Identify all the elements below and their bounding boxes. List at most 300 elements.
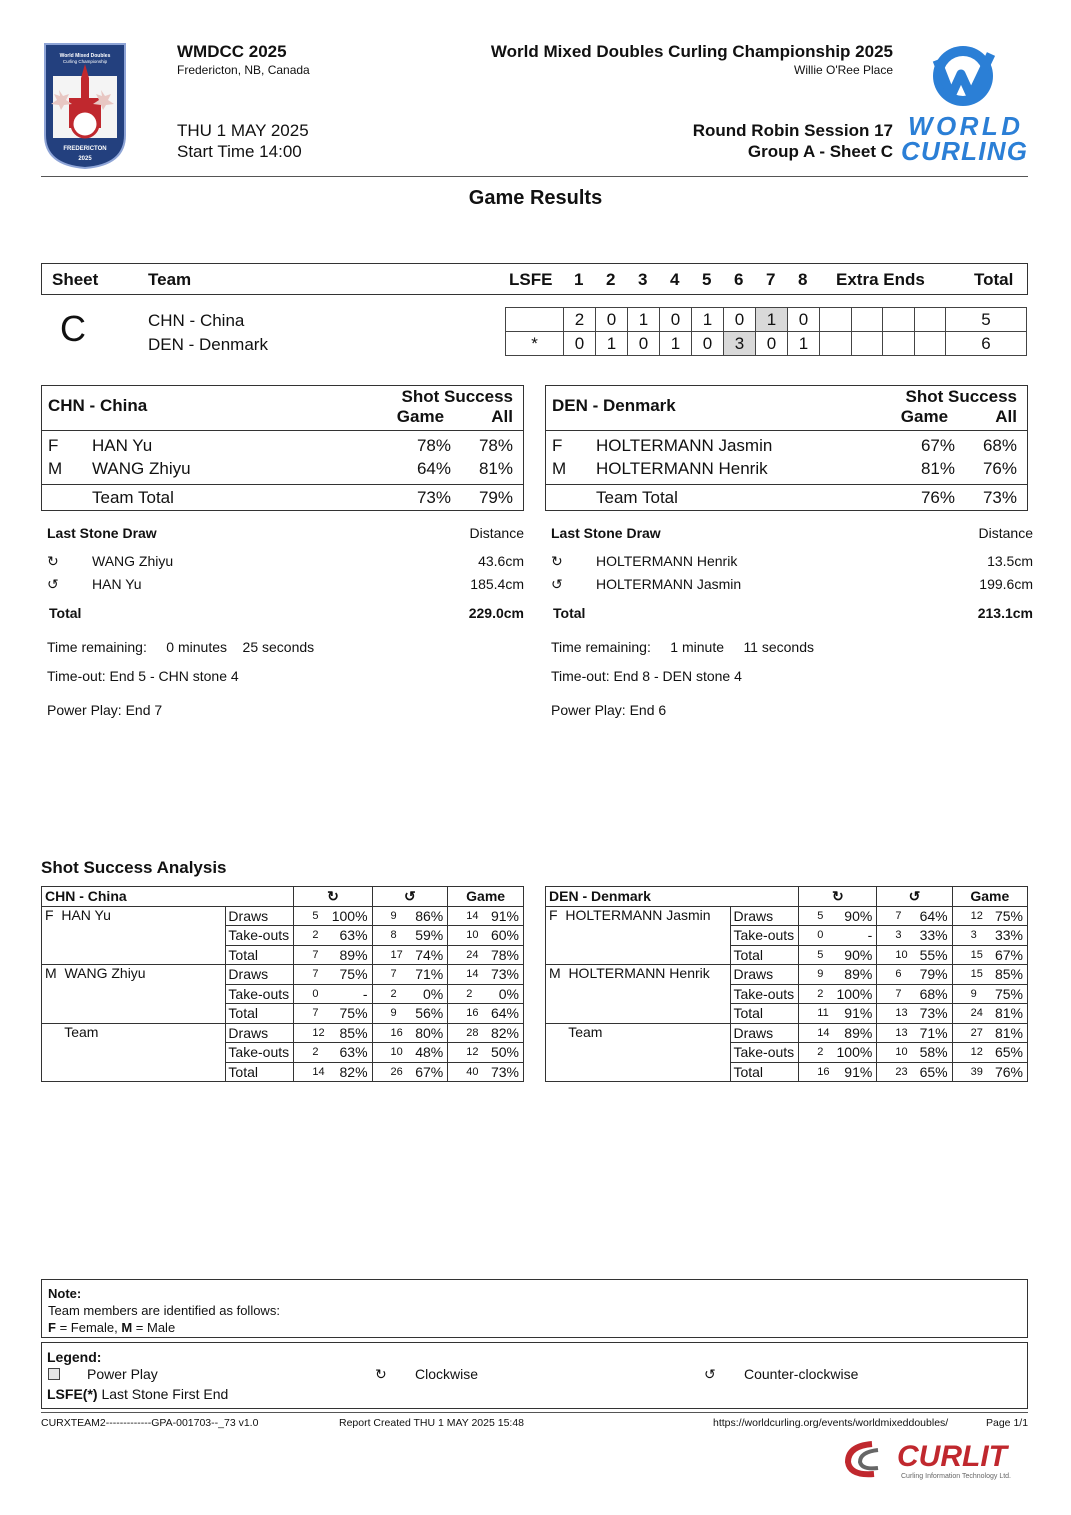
shot-count: 39 [952,1062,988,1082]
shot-percent: 63% [330,926,372,946]
shot-percent: 89% [835,965,877,985]
svg-text:WORLD: WORLD [908,111,1020,141]
shot-percent: 48% [408,1043,448,1063]
shot-count: 24 [448,945,484,965]
lsd-player: WANG Zhiyu [92,553,174,569]
shot-count: 7 [294,945,330,965]
clockwise-icon: ↻ [799,887,877,907]
shot-type: Take-outs [731,984,799,1004]
shot-count: 7 [877,906,913,926]
shot-percent: 91% [484,906,524,926]
shot-count: 14 [448,965,484,985]
analysis-row [42,1023,524,1043]
player-game-pct: 67% [920,436,955,455]
lsd-title: Last Stone Draw [551,525,661,541]
shot-percent: 67% [408,1062,448,1082]
extra-end [915,332,946,356]
col-end-3: 3 [638,270,648,289]
legend-clockwise: Clockwise [415,1366,479,1382]
note-line: Team members are identified as follows: [48,1303,280,1318]
curlit-subtitle: Curling Information Technology Ltd. [901,1473,1011,1480]
player-game-pct: 78% [416,436,451,455]
session-label: Round Robin Session 17 [692,121,893,140]
player-row [42,459,523,481]
analysis-group-label: F HOLTERMANN Jasmin [546,906,731,965]
start-time: Start Time 14:00 [177,142,302,161]
player-all-pct: 78% [478,436,513,455]
shot-count: 10 [877,1043,913,1063]
power-play-info: Power Play: End 7 [47,702,163,718]
legend-title: Legend: [47,1349,102,1365]
end-score: 1 [660,332,692,356]
event-venue: Willie O'Ree Place [794,63,893,77]
shot-count: 10 [448,926,484,946]
svg-text:World Mixed Doubles: World Mixed Doubles [59,53,111,59]
team-box-name: CHN - China [48,396,148,415]
shot-percent: - [835,926,877,946]
shot-type: Take-outs [226,984,294,1004]
extra-end [883,308,915,332]
analysis-table [545,886,1028,1082]
shot-type: Take-outs [731,1043,799,1063]
end-score: 0 [692,332,724,356]
team-box-chn [41,385,524,511]
player-name: WANG Zhiyu [92,459,191,478]
lsd-total: 213.1cm [977,605,1033,621]
shot-percent: 82% [330,1062,372,1082]
shot-count: 16 [372,1023,408,1043]
shot-count: 0 [294,984,330,1004]
curlit-wordmark: CURLIT [897,1440,1007,1473]
analysis-group-label: M HOLTERMANN Henrik [546,965,731,1024]
end-score: 0 [660,308,692,332]
shot-count: 12 [952,906,988,926]
end-score: 0 [724,308,756,332]
player-game-pct: 64% [416,459,451,478]
shot-success-label: Shot Success [401,387,513,406]
championship-logo [41,40,129,170]
shot-percent: 100% [835,1043,877,1063]
end-score: 2 [564,308,596,332]
col-end-8: 8 [798,270,808,289]
shot-count: 9 [952,984,988,1004]
analysis-table [41,886,524,1082]
shot-type: Total [226,1062,294,1082]
col-end-7: 7 [766,270,776,289]
shot-percent: 65% [988,1043,1028,1063]
shot-count: 14 [799,1023,835,1043]
shot-percent: 100% [330,906,372,926]
shot-percent: 55% [913,945,953,965]
player-row [546,436,1027,458]
team-total-label: Team Total [92,488,174,507]
shot-type: Take-outs [731,926,799,946]
shot-count: 2 [294,1043,330,1063]
power-play-info: Power Play: End 6 [551,702,667,718]
shot-count: 7 [294,965,330,985]
player-all-pct: 81% [478,459,513,478]
shot-percent: 73% [913,1004,953,1024]
shot-count: 2 [372,984,408,1004]
shot-percent: 75% [330,965,372,985]
shot-success-label: Shot Success [905,387,1017,406]
col-team: Team [148,270,192,289]
shot-percent: 89% [330,945,372,965]
shot-percent: 85% [330,1023,372,1043]
time-remaining: Time remaining: 1 minute 11 seconds [551,639,815,655]
timeout-info: Time-out: End 8 - DEN stone 4 [551,668,742,684]
shot-type: Total [226,1004,294,1024]
shot-percent: 80% [408,1023,448,1043]
player-position: F [48,436,59,455]
shot-percent: - [330,984,372,1004]
note-box [41,1279,1028,1338]
end-score: 1 [596,332,628,356]
footer-page: Page 1/1 [986,1417,1029,1429]
shot-count: 7 [877,984,913,1004]
shot-count: 9 [372,906,408,926]
event-location: Fredericton, NB, Canada [177,63,310,77]
svg-text:CURLING: CURLING [901,136,1027,165]
shot-count: 40 [448,1062,484,1082]
total-score: 6 [946,332,1027,356]
team-box-den [545,385,1028,511]
shot-type: Draws [731,906,799,926]
shot-percent: 59% [408,926,448,946]
lsfe-cell: * [506,332,564,356]
team-name-1: CHN - China [148,311,245,330]
shot-success-header [901,387,1017,427]
shot-success-header [397,387,513,427]
col-total: Total [974,270,1014,289]
curlit-logo [842,1438,1028,1482]
last-stone-draw-den [551,525,1033,725]
shot-percent: 56% [408,1004,448,1024]
col-lsfe: LSFE [509,270,553,289]
shot-type: Draws [226,1023,294,1043]
end-score: 0 [564,332,596,356]
shot-percent: 67% [988,945,1028,965]
linescore-row-chn [506,308,1027,332]
team-box-name: DEN - Denmark [552,396,676,415]
shot-type: Draws [731,1023,799,1043]
world-curling-logo [899,40,1029,165]
lsd-distance: 185.4cm [470,576,524,592]
shot-count: 7 [294,1004,330,1024]
linescore-row-den [506,332,1027,356]
shot-percent: 71% [408,965,448,985]
shot-count: 0 [799,926,835,946]
last-stone-draw-chn [47,525,529,725]
end-score: 1 [628,308,660,332]
lsd-player: HOLTERMANN Henrik [596,553,738,569]
end-score: 0 [628,332,660,356]
extra-end [852,332,883,356]
end-score: 1 [788,332,820,356]
legend-box [41,1342,1028,1409]
shot-type: Draws [731,965,799,985]
event-code: WMDCC 2025 [177,42,287,61]
lsd-player: HAN Yu [92,576,142,592]
shot-count: 16 [799,1062,835,1082]
shot-count: 2 [294,926,330,946]
shot-count: 2 [448,984,484,1004]
shot-percent: 60% [484,926,524,946]
player-name: HOLTERMANN Henrik [596,459,768,478]
extra-end [915,308,946,332]
shot-percent: 73% [484,965,524,985]
shot-percent: 63% [330,1043,372,1063]
team-total-game: 76% [920,488,955,507]
shot-type: Draws [226,965,294,985]
analysis-header-row [546,887,1028,907]
col-sheet: Sheet [52,270,99,289]
lsd-player: HOLTERMANN Jasmin [596,576,742,592]
end-score-power-play: 3 [724,332,756,356]
end-score: 0 [596,308,628,332]
shot-count: 2 [799,1043,835,1063]
counter-clockwise-icon: ↺ [372,887,448,907]
extra-end [883,332,915,356]
group-sheet-label: Group A - Sheet C [747,142,893,161]
shot-percent: 73% [484,1062,524,1082]
footer-url[interactable]: https://worldcurling.org/events/worldmixeddoubles/ [713,1417,949,1429]
shot-percent: 91% [835,1062,877,1082]
player-all-pct: 76% [982,459,1017,478]
shot-count: 11 [799,1004,835,1024]
shot-percent: 89% [835,1023,877,1043]
lsd-total: 229.0cm [468,605,524,621]
shot-type: Total [731,945,799,965]
analysis-col-game: Game [952,887,1027,907]
lsfe-cell [506,308,564,332]
footer-report-created: Report Created THU 1 MAY 2025 15:48 [339,1417,525,1429]
extra-end [820,332,852,356]
shot-type: Total [731,1004,799,1024]
analysis-group-label: M WANG Zhiyu [42,965,226,1024]
player-row [42,436,523,458]
footer-code: CURXTEAM2-------------GPA-001703--_73 v1.0 [41,1417,259,1429]
shot-count: 13 [877,1004,913,1024]
analysis-group-label: Team [42,1023,226,1082]
counter-clockwise-icon: ↺ [877,887,952,907]
col-all-label: All [995,407,1017,426]
counter-clockwise-icon: ↺ [704,1366,716,1382]
shot-count: 2 [799,984,835,1004]
clockwise-icon: ↻ [47,553,59,569]
shot-percent: 0% [484,984,524,1004]
analysis-header-row [42,887,524,907]
shot-percent: 76% [988,1062,1028,1082]
analysis-team-name: DEN - Denmark [546,887,799,907]
clockwise-icon: ↻ [294,887,372,907]
lsd-distance-label: Distance [469,525,524,541]
shot-count: 17 [372,945,408,965]
shot-percent: 75% [988,906,1028,926]
shot-percent: 64% [484,1004,524,1024]
shot-percent: 90% [835,945,877,965]
counter-clockwise-icon: ↺ [551,576,563,592]
team-total-row [42,488,523,510]
shot-percent: 82% [484,1023,524,1043]
counter-clockwise-icon: ↺ [47,576,59,592]
shot-percent: 79% [913,965,953,985]
sheet-letter: C [60,308,86,349]
shot-type: Total [731,1062,799,1082]
col-end-6: 6 [734,270,744,289]
shot-percent: 91% [835,1004,877,1024]
shot-percent: 75% [988,984,1028,1004]
team-total-all: 73% [982,488,1017,507]
shot-percent: 90% [835,906,877,926]
page-title: Game Results [468,187,603,209]
analysis-row [42,906,524,926]
player-game-pct: 81% [920,459,955,478]
shot-type: Draws [226,906,294,926]
team-total-game: 73% [416,488,451,507]
lsd-distance: 43.6cm [478,553,524,569]
shot-percent: 78% [484,945,524,965]
shot-percent: 65% [913,1062,953,1082]
shot-count: 7 [372,965,408,985]
footer-divider [41,1412,1028,1413]
player-position: F [552,436,563,455]
extra-end [852,308,883,332]
shot-percent: 86% [408,906,448,926]
player-name: HOLTERMANN Jasmin [596,436,773,455]
shot-percent: 75% [330,1004,372,1024]
shot-count: 5 [799,945,835,965]
analysis-row [42,965,524,985]
shot-count: 16 [448,1004,484,1024]
analysis-row [546,1023,1028,1043]
end-score: 1 [692,308,724,332]
shot-count: 6 [877,965,913,985]
shot-count: 5 [294,906,330,926]
shot-percent: 33% [913,926,953,946]
lsd-title: Last Stone Draw [47,525,157,541]
svg-text:FREDERICTON: FREDERICTON [63,146,107,152]
shot-type: Total [226,945,294,965]
note-title: Note: [48,1286,82,1301]
legend-lsfe: LSFE(*) Last Stone First End [47,1386,229,1402]
analysis-team-name: CHN - China [42,887,294,907]
shot-percent: 100% [835,984,877,1004]
col-extra-ends: Extra Ends [836,270,925,289]
header-divider [41,176,1028,177]
timeout-info: Time-out: End 5 - CHN stone 4 [47,668,239,684]
power-play-swatch-icon [48,1368,60,1380]
col-all-label: All [491,407,513,426]
analysis-group-label: F HAN Yu [42,906,226,965]
total-score: 5 [946,308,1027,332]
note-key: F = Female, M = Male [48,1320,176,1335]
shot-percent: 81% [988,1023,1028,1043]
col-end-5: 5 [702,270,712,289]
col-end-2: 2 [606,270,616,289]
shot-percent: 81% [988,1004,1028,1024]
shot-count: 13 [877,1023,913,1043]
shot-count: 9 [372,1004,408,1024]
player-position: M [552,459,567,478]
event-name: World Mixed Doubles Curling Championship 2025 [490,42,893,61]
end-score: 0 [756,332,788,356]
shot-count: 14 [448,906,484,926]
shot-count: 12 [294,1023,330,1043]
analysis-row [546,906,1028,926]
lsd-distance-label: Distance [978,525,1033,541]
clockwise-icon: ↻ [551,553,563,569]
lsd-distance: 13.5cm [987,553,1033,569]
shot-percent: 50% [484,1043,524,1063]
col-game-label: Game [900,407,949,426]
svg-text:2025: 2025 [78,156,92,162]
legend-counter-clockwise: Counter-clockwise [744,1366,859,1382]
shot-percent: 0% [408,984,448,1004]
time-remaining: Time remaining: 0 minutes 25 seconds [47,639,315,655]
shot-count: 3 [952,926,988,946]
analysis-title: Shot Success Analysis [41,858,227,877]
col-end-1: 1 [574,270,584,289]
end-score: 0 [788,308,820,332]
end-score-power-play: 1 [756,308,788,332]
shot-percent: 85% [988,965,1028,985]
shot-type: Take-outs [226,1043,294,1063]
shot-percent: 58% [913,1043,953,1063]
lsd-total-label: Total [49,605,82,621]
player-position: M [48,459,63,478]
shot-count: 12 [952,1043,988,1063]
shot-count: 10 [372,1043,408,1063]
analysis-group-label: Team [546,1023,731,1082]
shot-count: 23 [877,1062,913,1082]
linescore-table [505,307,1027,356]
lsd-distance: 199.6cm [979,576,1033,592]
shot-count: 28 [448,1023,484,1043]
shot-count: 15 [952,945,988,965]
shot-type: Take-outs [226,926,294,946]
analysis-col-game: Game [448,887,524,907]
shot-count: 9 [799,965,835,985]
shot-count: 24 [952,1004,988,1024]
team-total-all: 79% [478,488,513,507]
extra-end [820,308,852,332]
shot-count: 3 [877,926,913,946]
event-date: THU 1 MAY 2025 [177,121,309,140]
shot-count: 12 [448,1043,484,1063]
team-name-2: DEN - Denmark [148,335,268,354]
player-row [546,459,1027,481]
shot-count: 27 [952,1023,988,1043]
shot-count: 8 [372,926,408,946]
team-total-label: Team Total [596,488,678,507]
col-game-label: Game [396,407,445,426]
shot-percent: 64% [913,906,953,926]
legend-power-play: Power Play [87,1366,158,1382]
svg-text:Curling Championship: Curling Championship [62,59,108,64]
team-total-row [546,488,1027,510]
shot-percent: 33% [988,926,1028,946]
shot-count: 5 [799,906,835,926]
clockwise-icon: ↻ [375,1366,387,1382]
scoreboard-header [41,263,1028,295]
shot-count: 14 [294,1062,330,1082]
shot-count: 10 [877,945,913,965]
shot-percent: 74% [408,945,448,965]
player-name: HAN Yu [92,436,153,455]
shot-count: 26 [372,1062,408,1082]
shot-percent: 68% [913,984,953,1004]
